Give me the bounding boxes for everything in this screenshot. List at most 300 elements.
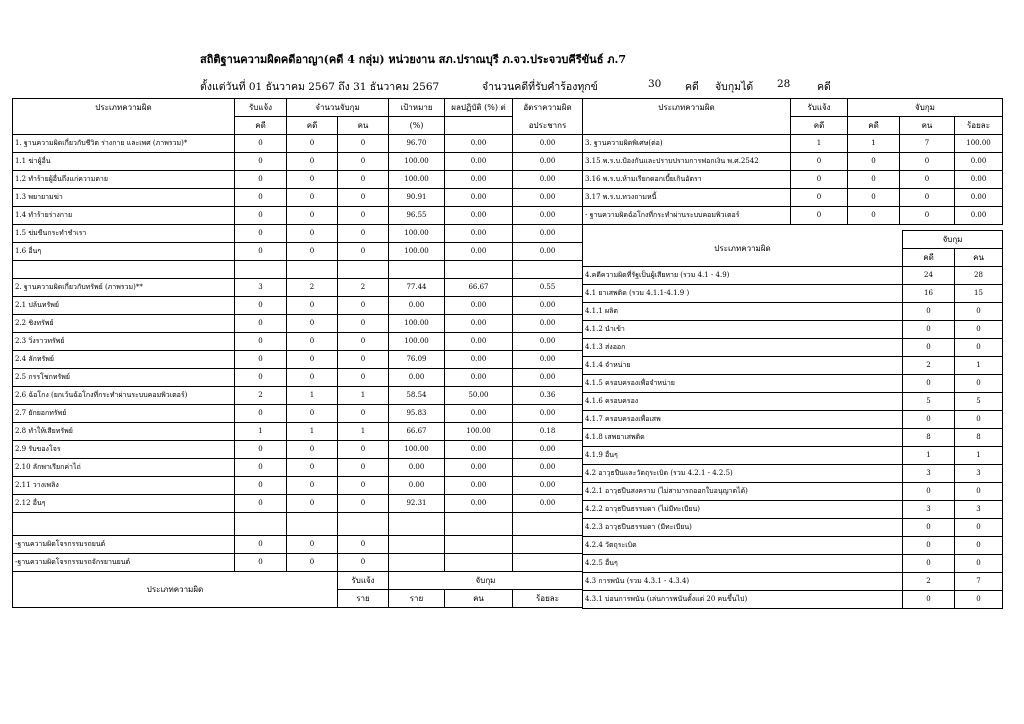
row-cases: 0 xyxy=(903,483,955,501)
row-label: 4.2 อาวุธปืนและวัตถุระเบิด (รวม 4.2.1 - 4.2.5) xyxy=(583,465,903,483)
table-row xyxy=(583,153,1003,171)
row-cases: 0 xyxy=(287,189,338,207)
row-persons: 0 xyxy=(338,243,389,261)
case-unit-1: คดี xyxy=(685,81,699,93)
row-label: 4.1.8 เสพยาเสพติด xyxy=(583,429,903,447)
row-persons: 0 xyxy=(955,483,1003,501)
row-label: 4.1.6 ครอบครอง xyxy=(583,393,903,411)
empty-cell xyxy=(513,536,583,554)
row-persons: 0 xyxy=(338,207,389,225)
empty-cell xyxy=(445,536,513,554)
row-persons: 0 xyxy=(338,405,389,423)
table-row xyxy=(13,135,583,153)
table-row xyxy=(13,405,583,423)
row-result: 0.00 xyxy=(445,243,513,261)
left-stats-table xyxy=(12,98,583,608)
table-row xyxy=(13,441,583,459)
row-label: 4.1.2 นำเข้า xyxy=(583,321,903,339)
row-persons: 0 xyxy=(900,189,955,207)
row-persons: 0 xyxy=(338,351,389,369)
row-label: 2.5 กรรโชกทรัพย์ xyxy=(13,369,235,387)
table-row xyxy=(13,333,583,351)
row-cases: 2 xyxy=(287,279,338,297)
empty-cell xyxy=(445,554,513,572)
row-persons: 0 xyxy=(955,411,1003,429)
row-target xyxy=(389,261,445,279)
col-target-unit: (%) xyxy=(389,117,445,135)
row-label: 3.16 พ.ร.บ.ห้ามเรียกดอกเบี้ยเกินอัตรา xyxy=(583,171,791,189)
row-cases: 0 xyxy=(903,591,955,609)
row-rate: 0.36 xyxy=(513,387,583,405)
row-persons: 0 xyxy=(338,189,389,207)
row-target: 76.09 xyxy=(389,351,445,369)
row-cases: 0 xyxy=(287,153,338,171)
vehicle-received: 0 xyxy=(235,536,287,554)
row-cases: 0 xyxy=(903,321,955,339)
row-persons: 0 xyxy=(338,459,389,477)
row-result: 0.00 xyxy=(445,315,513,333)
row-cases: 0 xyxy=(848,171,900,189)
row-result: 0.00 xyxy=(445,189,513,207)
report-title: สถิติฐานความผิดคดีอาญา(คดี 4 กลุ่ม) หน่วยงาน สภ.ปราณบุรี ภ.จว.ประจวบคีรีขันธ์ ภ.7 xyxy=(200,53,626,66)
foot-received-header: รับแจ้ง xyxy=(338,572,389,590)
row-received: 0 xyxy=(235,333,287,351)
row-persons: 15 xyxy=(955,285,1003,303)
row-received: 0 xyxy=(791,189,848,207)
table-row xyxy=(13,297,583,315)
table-row xyxy=(13,207,583,225)
foot-arrest-header: จับกุม xyxy=(389,572,583,590)
row-result: 0.00 xyxy=(445,441,513,459)
row-result: 0.00 xyxy=(445,297,513,315)
row-label: 2.1 ปล้นทรัพย์ xyxy=(13,297,235,315)
row-persons: 1 xyxy=(338,423,389,441)
col-received-unit: คดี xyxy=(235,117,287,135)
col-type-header: ประเภทความผิด xyxy=(13,99,235,117)
row-received: 0 xyxy=(235,207,287,225)
row-label: 4.3 การพนัน (รวม 4.3.1 - 4.3.4) xyxy=(583,573,903,591)
row-label: 4.2.3 อาวุธปืนธรรมดา (มีทะเบียน) xyxy=(583,519,903,537)
table-row xyxy=(13,495,583,513)
table-row xyxy=(583,303,1003,321)
row-target: 0.00 xyxy=(389,477,445,495)
row-cases: 8 xyxy=(903,429,955,447)
row-persons: 0 xyxy=(955,537,1003,555)
row-label: 2.11 วางเพลิง xyxy=(13,477,235,495)
row-received: 0 xyxy=(235,369,287,387)
row-result: 0.00 xyxy=(445,135,513,153)
table-row xyxy=(13,153,583,171)
row-persons: 0 xyxy=(338,153,389,171)
row-received: 0 xyxy=(235,189,287,207)
row-label: 3.17 พ.ร.บ.ทวงถามหนี้ xyxy=(583,189,791,207)
row-target: 92.31 xyxy=(389,495,445,513)
arrested-label: จับกุมได้ xyxy=(715,81,754,93)
row-percent: 0.00 xyxy=(955,189,1003,207)
row-persons: 0 xyxy=(338,441,389,459)
row-target: 58.54 xyxy=(389,387,445,405)
row-label: 4.2.1 อาวุธปืนสงคราม (ไม่สามารถออกใบอนุญาตได้) xyxy=(583,483,903,501)
right-col-type-header: ประเภทความผิด xyxy=(583,99,791,117)
row-result: 0.00 xyxy=(445,405,513,423)
row-received: 1 xyxy=(235,423,287,441)
row-target: 96.70 xyxy=(389,135,445,153)
row-cases xyxy=(287,261,338,279)
table-row xyxy=(583,393,1003,411)
row-label: 3. ฐานความผิดพิเศษ(ต่อ) xyxy=(583,135,791,153)
row-persons: 0 xyxy=(338,315,389,333)
row-rate: 0.00 xyxy=(513,225,583,243)
row-cases: 0 xyxy=(903,375,955,393)
row-cases: 3 xyxy=(903,465,955,483)
row-cases: 0 xyxy=(287,171,338,189)
row-persons: 1 xyxy=(955,447,1003,465)
row-rate: 0.55 xyxy=(513,279,583,297)
table-row xyxy=(13,279,583,297)
sub-type-header: ประเภทความผิด xyxy=(583,231,903,267)
row-cases: 0 xyxy=(848,207,900,225)
row-rate: 0.00 xyxy=(513,477,583,495)
row-cases: 0 xyxy=(287,369,338,387)
table-row xyxy=(13,315,583,333)
row-rate: 0.00 xyxy=(513,369,583,387)
row-cases: 0 xyxy=(287,333,338,351)
row-rate: 0.00 xyxy=(513,333,583,351)
row-result: 50.00 xyxy=(445,387,513,405)
row-cases: 3 xyxy=(903,501,955,519)
row-cases: 0 xyxy=(287,243,338,261)
row-target: 100.00 xyxy=(389,171,445,189)
row-rate: 0.00 xyxy=(513,153,583,171)
table-row xyxy=(583,465,1003,483)
table-row xyxy=(583,573,1003,591)
table-row xyxy=(583,447,1003,465)
row-persons: 8 xyxy=(955,429,1003,447)
row-cases: 0 xyxy=(903,555,955,573)
col-received-header: รับแจ้ง xyxy=(235,99,287,117)
table-row xyxy=(13,477,583,495)
row-target: 95.83 xyxy=(389,405,445,423)
row-cases: 0 xyxy=(903,303,955,321)
vehicle-row xyxy=(13,536,583,554)
row-received: 2 xyxy=(235,387,287,405)
row-received: 0 xyxy=(235,171,287,189)
right-col-received-header: รับแจ้ง xyxy=(791,99,848,117)
row-received: 0 xyxy=(235,477,287,495)
row-cases: 2 xyxy=(903,573,955,591)
row-rate xyxy=(513,261,583,279)
table-row xyxy=(583,339,1003,357)
row-persons: 0 xyxy=(900,153,955,171)
row-received: 0 xyxy=(791,171,848,189)
empty-cell xyxy=(389,536,445,554)
empty-cell xyxy=(389,554,445,572)
row-cases: 0 xyxy=(287,135,338,153)
right-col-cases-unit: คดี xyxy=(848,117,900,135)
right-col-type-sub xyxy=(583,117,791,135)
row-rate: 0.00 xyxy=(513,243,583,261)
row-cases: 1 xyxy=(287,387,338,405)
row-result: 0.00 xyxy=(445,477,513,495)
table-row xyxy=(583,285,1003,303)
row-received: 0 xyxy=(235,225,287,243)
row-persons: 0 xyxy=(338,135,389,153)
row-rate: 0.18 xyxy=(513,423,583,441)
row-label: 1.2 ทำร้ายผู้อื่นถึงแก่ความตาย xyxy=(13,171,235,189)
row-result: 0.00 xyxy=(445,225,513,243)
row-persons: 0 xyxy=(955,591,1003,609)
table-row xyxy=(583,429,1003,447)
row-persons: 0 xyxy=(338,225,389,243)
table-row xyxy=(583,501,1003,519)
row-received: 1 xyxy=(791,135,848,153)
case-unit-2: คดี xyxy=(817,81,831,93)
sub-arrest-header: จับกุม xyxy=(903,231,1003,249)
row-received: 0 xyxy=(235,135,287,153)
foot-type-header: ประเภทความผิด xyxy=(13,572,338,608)
row-persons: 0 xyxy=(955,339,1003,357)
row-received: 0 xyxy=(235,351,287,369)
col-result-header: ผลปฏิบัติ (%) ต่ xyxy=(445,99,513,117)
row-rate: 0.00 xyxy=(513,351,583,369)
row-label: - ฐานความผิดฉ้อโกงที่กระทำผ่านระบบคอมพิวเตอร์ xyxy=(583,207,791,225)
row-cases: 0 xyxy=(287,495,338,513)
row-cases: 5 xyxy=(903,393,955,411)
row-result xyxy=(445,261,513,279)
row-label: 1.6 อื่นๆ xyxy=(13,243,235,261)
row-result: 0.00 xyxy=(445,171,513,189)
table-row xyxy=(583,357,1003,375)
row-label: 2.2 ชิงทรัพย์ xyxy=(13,315,235,333)
row-label: 2.10 ลักพาเรียกค่าไถ่ xyxy=(13,459,235,477)
row-label: 4.คดีความผิดที่รัฐเป็นผู้เสียหาย (รวม 4.1 - 4.9) xyxy=(583,267,903,285)
row-cases: 1 xyxy=(848,135,900,153)
row-label: 2.7 ยักยอกทรัพย์ xyxy=(13,405,235,423)
row-rate: 0.00 xyxy=(513,207,583,225)
right-col-arrest-header: จับกุม xyxy=(848,99,1003,117)
row-target: 90.91 xyxy=(389,189,445,207)
table-row xyxy=(13,369,583,387)
row-persons: 5 xyxy=(955,393,1003,411)
foot-persons-unit: คน xyxy=(445,590,513,608)
row-received: 0 xyxy=(235,315,287,333)
vehicle-label: -ฐานความผิดโจรกรรมรถจักรยานยนต์ xyxy=(13,554,235,572)
vehicle-received: 0 xyxy=(235,554,287,572)
row-persons: 0 xyxy=(338,477,389,495)
row-rate: 0.00 xyxy=(513,495,583,513)
row-cases: 0 xyxy=(287,315,338,333)
sub-persons-unit: คน xyxy=(955,249,1003,267)
row-persons: 0 xyxy=(338,171,389,189)
row-rate: 0.00 xyxy=(513,405,583,423)
row-label: 4.2.4 วัตถุระเบิด xyxy=(583,537,903,555)
col-target-header: เป้าหมาย xyxy=(389,99,445,117)
row-persons: 0 xyxy=(955,321,1003,339)
row-rate: 0.00 xyxy=(513,171,583,189)
row-label: 2.8 ทำให้เสียทรัพย์ xyxy=(13,423,235,441)
row-persons: 0 xyxy=(338,333,389,351)
row-label: 2.9 รับของโจร xyxy=(13,441,235,459)
row-label: 2.4 ลักทรัพย์ xyxy=(13,351,235,369)
row-percent: 0.00 xyxy=(955,171,1003,189)
col-result-unit xyxy=(445,117,513,135)
table-row xyxy=(583,555,1003,573)
row-target: 100.00 xyxy=(389,315,445,333)
vehicle-cases: 0 xyxy=(287,554,338,572)
row-result: 100.00 xyxy=(445,423,513,441)
row-persons: 7 xyxy=(900,135,955,153)
row-rate: 0.00 xyxy=(513,189,583,207)
vehicle-cases: 0 xyxy=(287,536,338,554)
col-rate-header: อัตราความผิด xyxy=(513,99,583,117)
table-row xyxy=(13,387,583,405)
col-type-sub xyxy=(13,117,235,135)
table-row xyxy=(583,207,1003,225)
row-cases: 0 xyxy=(903,537,955,555)
row-label: 1.3 พยายามฆ่า xyxy=(13,189,235,207)
col-persons-unit: คน xyxy=(338,117,389,135)
row-label: 2. ฐานความผิดเกี่ยวกับทรัพย์ (ภาพรวม)** xyxy=(13,279,235,297)
table-row xyxy=(13,351,583,369)
row-label: 2.3 วิ่งราวทรัพย์ xyxy=(13,333,235,351)
received-value: 30 xyxy=(648,78,662,90)
row-target: 0.00 xyxy=(389,369,445,387)
row-label: 4.1.5 ครอบครองเพื่อจำหน่าย xyxy=(583,375,903,393)
foot-item-unit: ราย xyxy=(338,590,389,608)
row-rate: 0.00 xyxy=(513,459,583,477)
row-label: 4.1 ยาเสพติด (รวม 4.1.1-4.1.9 ) xyxy=(583,285,903,303)
arrested-value: 28 xyxy=(777,78,791,90)
table-row xyxy=(13,243,583,261)
row-target: 77.44 xyxy=(389,279,445,297)
table-row xyxy=(583,135,1003,153)
table-row xyxy=(13,225,583,243)
row-cases: 1 xyxy=(903,447,955,465)
row-received: 0 xyxy=(235,153,287,171)
row-received: 0 xyxy=(235,243,287,261)
table-row xyxy=(583,267,1003,285)
row-label: 3.15 พ.ร.บ.ป้องกันและปราบปรามการฟอกเงิน พ.ศ.2542 xyxy=(583,153,791,171)
row-cases: 0 xyxy=(903,519,955,537)
vehicle-persons: 0 xyxy=(338,554,389,572)
row-received: 0 xyxy=(235,441,287,459)
row-target: 100.00 xyxy=(389,243,445,261)
row-persons: 7 xyxy=(955,573,1003,591)
right-col-received-unit: คดี xyxy=(791,117,848,135)
row-persons: 0 xyxy=(955,519,1003,537)
row-persons: 0 xyxy=(338,369,389,387)
vehicle-persons: 0 xyxy=(338,536,389,554)
table-row xyxy=(583,591,1003,609)
table-row xyxy=(583,537,1003,555)
col-rate-unit: อประชากร xyxy=(513,117,583,135)
table-row xyxy=(583,411,1003,429)
row-persons: 2 xyxy=(338,279,389,297)
row-persons: 1 xyxy=(338,387,389,405)
row-persons: 28 xyxy=(955,267,1003,285)
row-label: 4.1.9 อื่นๆ xyxy=(583,447,903,465)
row-received: 0 xyxy=(235,495,287,513)
table-row xyxy=(13,423,583,441)
spacer-cell xyxy=(13,513,235,536)
vehicle-label: -ฐานความผิดโจรกรรมรถยนต์ xyxy=(13,536,235,554)
right-state-victim-table xyxy=(582,230,1003,609)
row-persons: 0 xyxy=(955,303,1003,321)
row-label: 4.3.1 บ่อนการพนัน (เล่นการพนันตั้งแต่ 20 คนขึ้นไป) xyxy=(583,591,903,609)
row-label: 4.2.5 อื่นๆ xyxy=(583,555,903,573)
row-cases: 0 xyxy=(287,459,338,477)
row-result: 0.00 xyxy=(445,153,513,171)
col-arrest-header: จำนวนจับกุม xyxy=(287,99,389,117)
row-target: 100.00 xyxy=(389,225,445,243)
row-persons: 1 xyxy=(955,357,1003,375)
row-cases: 0 xyxy=(903,411,955,429)
foot-cases-unit: ราย xyxy=(389,590,445,608)
row-received: 0 xyxy=(791,153,848,171)
row-received: 0 xyxy=(235,405,287,423)
row-cases: 0 xyxy=(287,405,338,423)
row-persons xyxy=(338,261,389,279)
row-received xyxy=(235,261,287,279)
row-cases: 0 xyxy=(287,477,338,495)
row-received: 0 xyxy=(235,297,287,315)
row-persons: 3 xyxy=(955,501,1003,519)
table-row xyxy=(13,261,583,279)
row-cases: 1 xyxy=(287,423,338,441)
row-received: 0 xyxy=(235,459,287,477)
row-result: 0.00 xyxy=(445,333,513,351)
row-persons: 0 xyxy=(900,207,955,225)
row-rate: 0.00 xyxy=(513,441,583,459)
row-label: 1.5 ข่มขืนกระทำชำเรา xyxy=(13,225,235,243)
report-period: ตั้งแต่วันที่ 01 ธันวาคม 2567 ถึง 31 ธันวาคม 2567 xyxy=(200,81,440,93)
row-label: 2.12 อื่นๆ xyxy=(13,495,235,513)
row-rate: 0.00 xyxy=(513,135,583,153)
row-target: 0.00 xyxy=(389,459,445,477)
row-label: 4.1.4 จำหน่าย xyxy=(583,357,903,375)
row-label: 4.1.3 ส่งออก xyxy=(583,339,903,357)
right-stats-table xyxy=(582,98,1003,225)
row-label xyxy=(13,261,235,279)
table-row xyxy=(583,189,1003,207)
table-row xyxy=(583,375,1003,393)
row-label: 4.2.2 อาวุธปืนธรรมดา (ไม่มีทะเบียน) xyxy=(583,501,903,519)
row-persons: 0 xyxy=(955,375,1003,393)
row-cases: 2 xyxy=(903,357,955,375)
row-cases: 0 xyxy=(287,207,338,225)
row-persons: 0 xyxy=(338,297,389,315)
row-persons: 3 xyxy=(955,465,1003,483)
row-rate: 0.00 xyxy=(513,315,583,333)
row-label: 1. ฐานความผิดเกี่ยวกับชีวิต ร่างกาย และเพศ (ภาพรวม)* xyxy=(13,135,235,153)
row-cases: 0 xyxy=(287,441,338,459)
row-label: 1.1 ฆ่าผู้อื่น xyxy=(13,153,235,171)
row-target: 100.00 xyxy=(389,153,445,171)
row-label: 4.1.7 ครอบครองเพื่อเสพ xyxy=(583,411,903,429)
row-cases: 0 xyxy=(287,297,338,315)
row-target: 96.55 xyxy=(389,207,445,225)
row-result: 0.00 xyxy=(445,459,513,477)
row-result: 0.00 xyxy=(445,369,513,387)
row-cases: 24 xyxy=(903,267,955,285)
row-cases: 0 xyxy=(287,225,338,243)
row-result: 0.00 xyxy=(445,495,513,513)
row-cases: 0 xyxy=(848,153,900,171)
row-rate: 0.00 xyxy=(513,297,583,315)
sub-cases-unit: คดี xyxy=(903,249,955,267)
received-label: จำนวนคดีที่รับคำร้องทุกข์ xyxy=(482,81,598,93)
row-label: 4.1.1 ผลิต xyxy=(583,303,903,321)
